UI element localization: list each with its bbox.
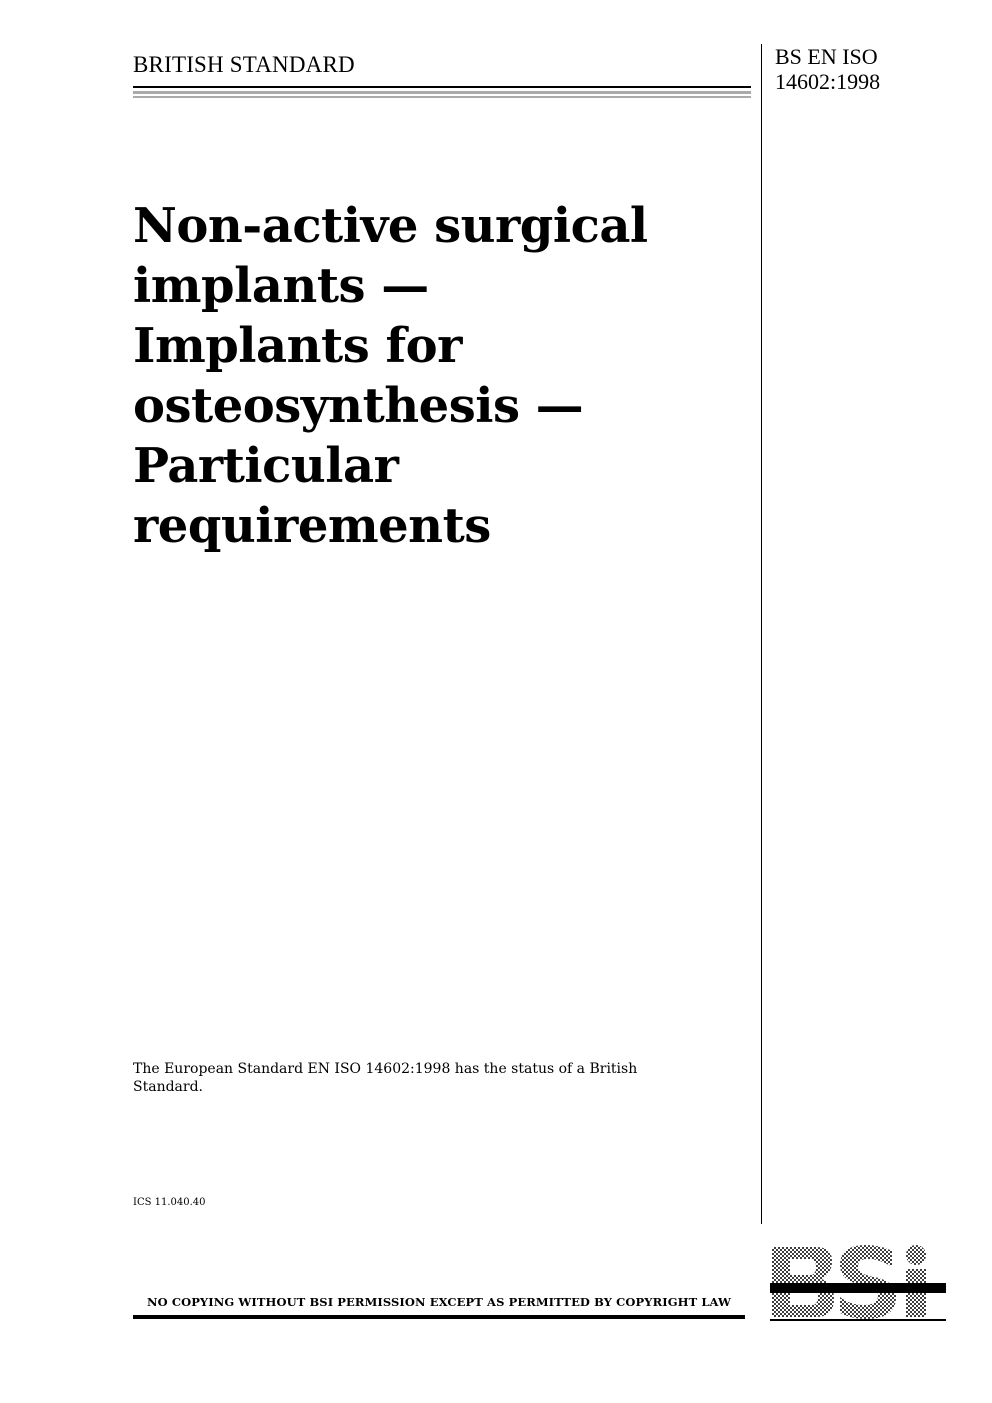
document-number-line-1: BS EN ISO: [775, 44, 878, 69]
document-title: [133, 196, 648, 556]
document-number-line-2: 14602:1998: [775, 69, 881, 94]
title-line: implants —: [133, 258, 429, 314]
title-line: requirements: [133, 498, 491, 554]
bsi-logo-letters: [772, 1245, 926, 1319]
document-number: [775, 44, 880, 94]
status-note: The European Standard EN ISO 14602:1998 has the status of a British Standard.: [133, 1061, 638, 1095]
series-label: BRITISH STANDARD: [133, 52, 355, 77]
ics-code: ICS 11.040.40: [133, 1197, 206, 1208]
title-line: osteosynthesis —: [133, 378, 584, 434]
vertical-rule: [761, 44, 762, 1224]
title-line: Implants for: [133, 318, 462, 374]
copyright-notice: NO COPYING WITHOUT BSI PERMISSION EXCEPT AS PERMITTED BY COPYRIGHT LAW: [146, 1295, 732, 1309]
header-rule-gray: [133, 91, 751, 94]
bsi-logo: [770, 1243, 946, 1323]
bsi-logo-band: [770, 1283, 946, 1293]
title-line: Non-active surgical: [133, 198, 648, 254]
bottom-rule: [133, 1315, 745, 1319]
header-rule-top: [133, 86, 751, 88]
bsi-logo-text: BSi: [770, 1243, 772, 1244]
header-rule-gray-2: [133, 96, 751, 98]
logo-rule: [770, 1319, 946, 1321]
title-line: Particular: [133, 438, 399, 494]
